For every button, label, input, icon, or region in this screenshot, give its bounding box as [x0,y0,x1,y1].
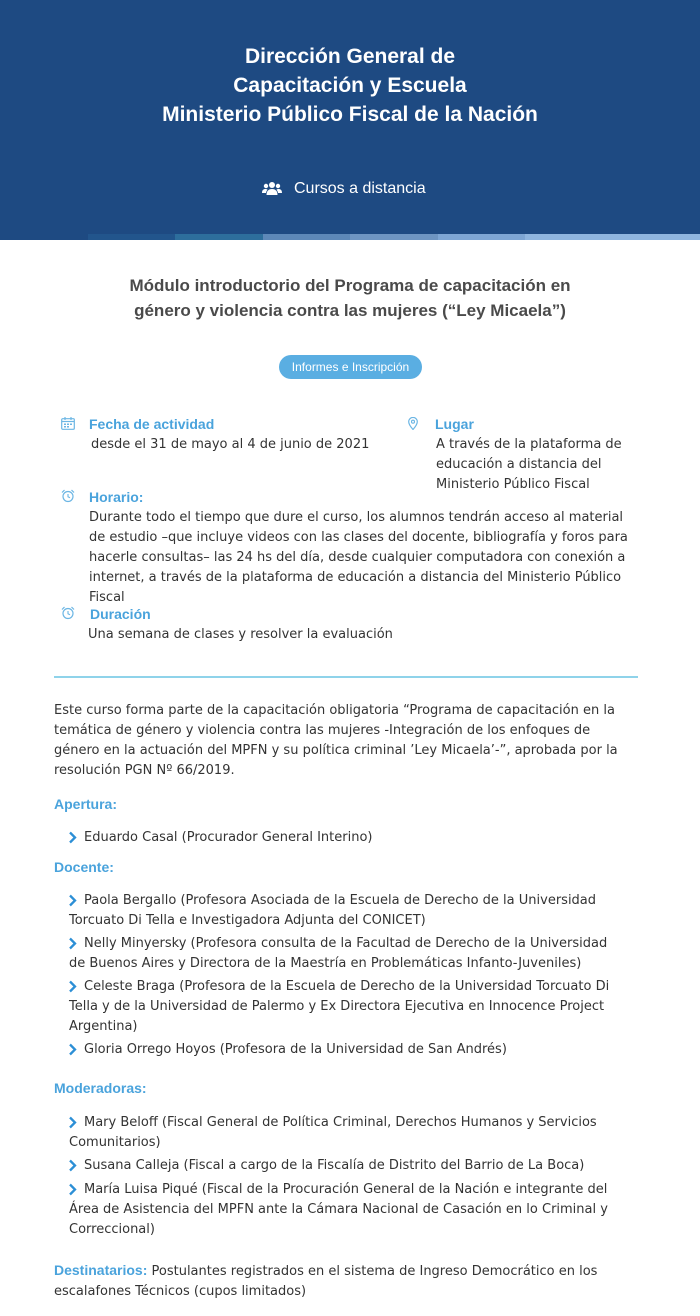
destinatarios-line: escalafones Técnicos (cupos limitados) [54,1284,307,1299]
lugar-line: Ministerio Público Fiscal [436,477,590,492]
chevron-right-icon [68,1116,77,1129]
title-line: Ministerio Público Fiscal de la Nación [162,103,538,126]
stripe-segment [350,234,438,240]
title-line: Dirección General de [244,45,456,68]
intro-line: género en la actuación del MPFN y su política criminal ’Ley Micaela’-”, aprobada por la [54,743,618,758]
list-item [69,1113,639,1153]
fecha-value: desde el 31 de mayo al 4 de junio de 2021 [91,437,370,452]
horario-line: internet, a través de la plataforma de educación a distancia del Ministerio Público Fiscal [89,570,622,605]
intro-line: temática de género y violencia contra las mujeres -Integración de los enfoques de [54,723,591,738]
cursos-a-distancia [262,176,426,202]
list-item-line: María Luisa Piqué (Fiscal de la Procuración General de la Nación e integrante del [84,1182,608,1197]
intro-paragraph [54,701,646,781]
docente-heading: Docente: [54,859,114,875]
fecha-label: Fecha de actividad [89,416,215,432]
list-item-line: Comunitarios) [69,1135,161,1150]
lugar-line: educación a distancia del [436,457,602,472]
list-item [69,828,639,848]
title-line: Capacitación y Escuela [233,74,467,97]
chevron-right-icon [68,937,77,950]
list-item-line: Argentina) [69,1019,138,1034]
list-item-line: Eduardo Casal (Procurador General Interino) [84,830,373,845]
header-banner [0,0,700,234]
calendar-icon [61,417,75,430]
list-item [69,977,639,1037]
horario-label: Horario: [89,489,144,505]
lugar-line: A través de la plataforma de [436,437,622,452]
stripe-segment [438,234,526,240]
map-pin-icon [408,417,418,430]
users-icon [262,181,282,197]
list-item-line: Torcuato Di Tella e Investigadora Adjunta del CONICET) [69,913,426,928]
horario-line: hacerle consultas– las 24 hs del día, desde cualquier computadora con conexión a [89,550,626,565]
duracion-value: Una semana de clases y resolver la evaluación [88,627,393,642]
list-item-line: Celeste Braga (Profesora de la Escuela de Derecho de la Universidad Torcuato Di [84,979,610,994]
chevron-right-icon [68,1159,77,1172]
color-stripe-bar [0,234,700,240]
informes-inscripcion-button[interactable]: Informes e Inscripción [279,355,422,379]
list-item-line: Paola Bergallo (Profesora Asociada de la Escuela de Derecho de la Universidad [84,893,597,908]
horario-line: de estudio –que incluye videos con las clases del docente, bibliografía y foros para [89,530,628,545]
moderadoras-heading: Moderadoras: [54,1080,147,1096]
destinatarios-text: Postulantes registrados en el sistema de Ingreso Democrático en los [151,1264,598,1279]
divider [54,676,638,678]
horario-line: Durante todo el tiempo que dure el curso, los alumnos tendrán acceso al material [89,510,624,525]
list-item-line: Tella y de la Universidad de Palermo y Ex Directora Ejecutiva en Innocence Project [69,999,605,1014]
destinatarios-label: Destinatarios: [54,1262,148,1278]
horario-value [89,508,659,608]
list-item [69,1180,639,1240]
course-title [80,273,620,323]
list-item-line: Área de Asistencia del MPFN ante la Cámara Nacional de Casación en lo Criminal y [69,1202,608,1217]
list-item-line: Nelly Minyersky (Profesora consulta de la Facultad de Derecho de la Universidad [84,936,608,951]
duracion-label: Duración [90,606,151,622]
chevron-right-icon [68,980,77,993]
course-title-line: Módulo introductorio del Programa de capacitación en [129,276,571,295]
chevron-right-icon [68,1043,77,1056]
list-item [69,891,639,931]
destinatarios [54,1260,646,1302]
subtitle: Cursos a distancia [294,180,426,197]
list-item [69,1156,639,1176]
stripe-segment [0,234,88,240]
stripe-segment [525,234,613,240]
stripe-segment [175,234,263,240]
apertura-heading: Apertura: [54,796,118,812]
list-item-line: Susana Calleja (Fiscal a cargo de la Fiscalía de Distrito del Barrio de La Boca) [84,1158,585,1173]
list-item-line: de Buenos Aires y Directora de la Maestría en Problemáticas Infanto-Juveniles) [69,956,582,971]
alarm-clock-icon [61,489,75,503]
course-title-line: género y violencia contra las mujeres (“Ley Micaela”) [134,301,566,320]
list-item-line: Mary Beloff (Fiscal General de Política Criminal, Derechos Humanos y Servicios [84,1115,597,1130]
organization-title [0,42,700,129]
intro-line: Este curso forma parte de la capacitación obligatoria “Programa de capacitación en la [54,703,615,718]
stripe-segment [613,234,700,240]
destinatarios-line [54,1260,646,1282]
lugar-value [436,435,622,495]
list-item [69,1040,639,1060]
list-item [69,934,639,974]
alarm-clock-icon [61,606,75,620]
list-item-line: Correccional) [69,1222,155,1237]
list-item-line: Gloria Orrego Hoyos (Profesora de la Universidad de San Andrés) [84,1042,507,1057]
chevron-right-icon [68,1183,77,1196]
stripe-segment [88,234,176,240]
chevron-right-icon [68,831,77,844]
chevron-right-icon [68,894,77,907]
lugar-label: Lugar [435,416,474,432]
intro-line: resolución PGN Nº 66/2019. [54,763,235,778]
stripe-segment [263,234,351,240]
